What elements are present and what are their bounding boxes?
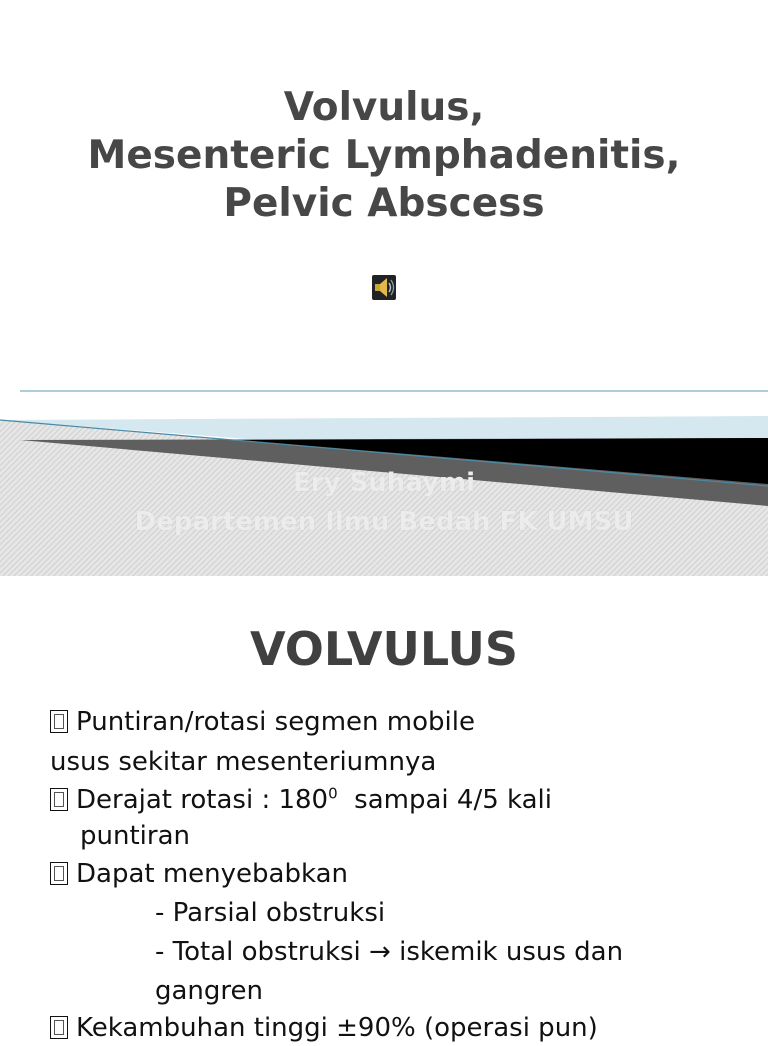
- slide-title: [0, 84, 768, 228]
- bullet-1-text: Puntiran/rotasi segmen mobile: [76, 707, 475, 737]
- bullet-4-text: Kekambuhan tinggi ±90% (operasi pun): [76, 1013, 598, 1043]
- bullet-1-line-2: usus sekitar mesenteriumnya: [50, 747, 437, 777]
- bullet-2-text-post: sampai 4/5 kali: [337, 785, 552, 815]
- bullet-4-line-1: [50, 1010, 598, 1046]
- degree-superscript: 0: [328, 784, 338, 803]
- bullet-box-icon: [50, 862, 68, 885]
- bullet-3-text: Dapat menyebabkan: [76, 859, 348, 889]
- presenter-name: Ery Suhaymi: [292, 468, 476, 498]
- title-line-3: Pelvic Abscess: [223, 181, 545, 226]
- sub-item-2-line-2: gangren: [155, 976, 264, 1006]
- speaker-icon[interactable]: [372, 275, 396, 300]
- bullet-box-icon: [50, 710, 68, 733]
- sub-item-1: - Parsial obstruksi: [155, 898, 386, 928]
- bullet-2-text-pre: Derajat rotasi : 180: [76, 785, 329, 815]
- title-line-2: Mesenteric Lymphadenitis,: [87, 133, 681, 178]
- bullet-2-line-2: puntiran: [80, 821, 190, 851]
- bullet-box-icon: [50, 788, 68, 811]
- bullet-box-icon: [50, 1016, 68, 1039]
- bullet-1-line-1: [50, 704, 475, 740]
- presenter-affiliation: Departemen Ilmu Bedah FK UMSU: [134, 507, 634, 537]
- bullet-3-line-1: [50, 856, 348, 892]
- title-line-1: Volvulus,: [283, 85, 485, 130]
- sub-item-2-line-1: - Total obstruksi → iskemik usus dan: [155, 937, 624, 967]
- bullet-2-line-1: [50, 782, 552, 818]
- section-heading: VOLVULUS: [250, 622, 518, 676]
